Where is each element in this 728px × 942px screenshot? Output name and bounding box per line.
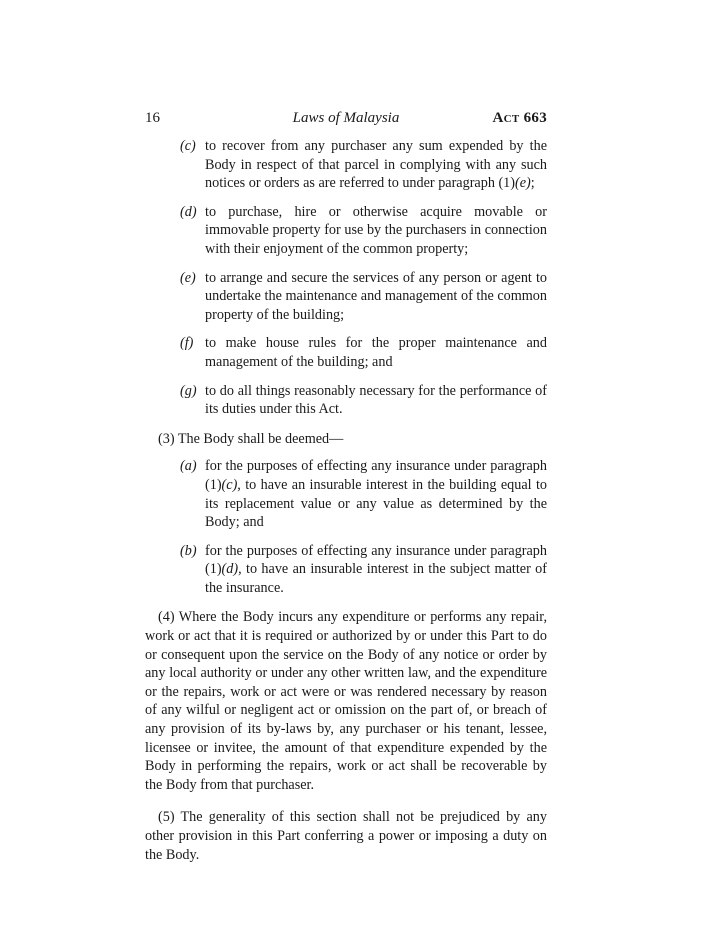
subsection-3-items: [145, 457, 547, 597]
list-item: [145, 137, 547, 193]
subsection-3-intro: (3) The Body shall be deemed—: [158, 430, 344, 447]
item-text: to recover from any purchaser any sum expended by the Body in respect of that parcel in complying with any such notices or orders as are referred to under paragraph (1)(e);: [205, 138, 547, 192]
item-label: (g): [180, 382, 197, 399]
list-item: [145, 457, 547, 531]
page-number: 16: [145, 110, 160, 126]
subsection-4: (4) Where the Body incurs any expenditure or performs any repair, work or act that it is required or authorized by or under this Part to do or consequent upon the service on the Body of any notice or order by any local authority or under any other written law, and the expenditure or the repairs, work or act were or was rendered necessary by reason of any wilful or negligent act or omission on the part of, or breach of any provision of its by-laws by, any purchaser or his tenant, lessee, licensee or invitee, the amount of that expenditure expended by the Body in performing the repairs, work or act shall be recoverable by the Body from that purchaser.: [145, 609, 547, 793]
subsection-5: (5) The generality of this section shall not be prejudiced by any other provision in this Part conferring a power or imposing a duty on the Body.: [145, 809, 547, 863]
item-text: to purchase, hire or otherwise acquire movable or immovable property for use by the purchasers in connection with their enjoyment of the common property;: [205, 203, 547, 257]
list-item: [145, 334, 547, 371]
list-item: [145, 203, 547, 259]
list-item: [145, 269, 547, 325]
running-title: Laws of Malaysia: [292, 110, 400, 126]
item-label: (d): [180, 203, 197, 220]
subsection-2-items: [145, 137, 547, 419]
item-text: for the purposes of effecting any insurance under paragraph (1)(c), to have an insurable interest in the building equal to its replacement value or any value as determined by the Body; and: [205, 458, 547, 531]
list-item: [145, 542, 547, 598]
item-text: to do all things reasonably necessary for the performance of its duties under this Act.: [205, 382, 547, 418]
item-label: (b): [180, 542, 197, 559]
list-item: [145, 382, 547, 419]
item-text: for the purposes of effecting any insurance under paragraph (1)(d), to have an insurable interest in the subject matter of the insurance.: [205, 542, 547, 596]
act-number: Act 663: [492, 110, 547, 126]
page-header: [145, 110, 547, 130]
item-text: to arrange and secure the services of any person or agent to undertake the maintenance and management of the common property of the building;: [205, 269, 547, 323]
item-text: to make house rules for the proper maintenance and management of the building; and: [205, 335, 547, 370]
item-label: (e): [180, 269, 196, 286]
page-body: [145, 137, 547, 864]
item-label: (a): [180, 458, 197, 475]
item-label: (c): [180, 138, 196, 154]
item-label: (f): [180, 335, 194, 352]
